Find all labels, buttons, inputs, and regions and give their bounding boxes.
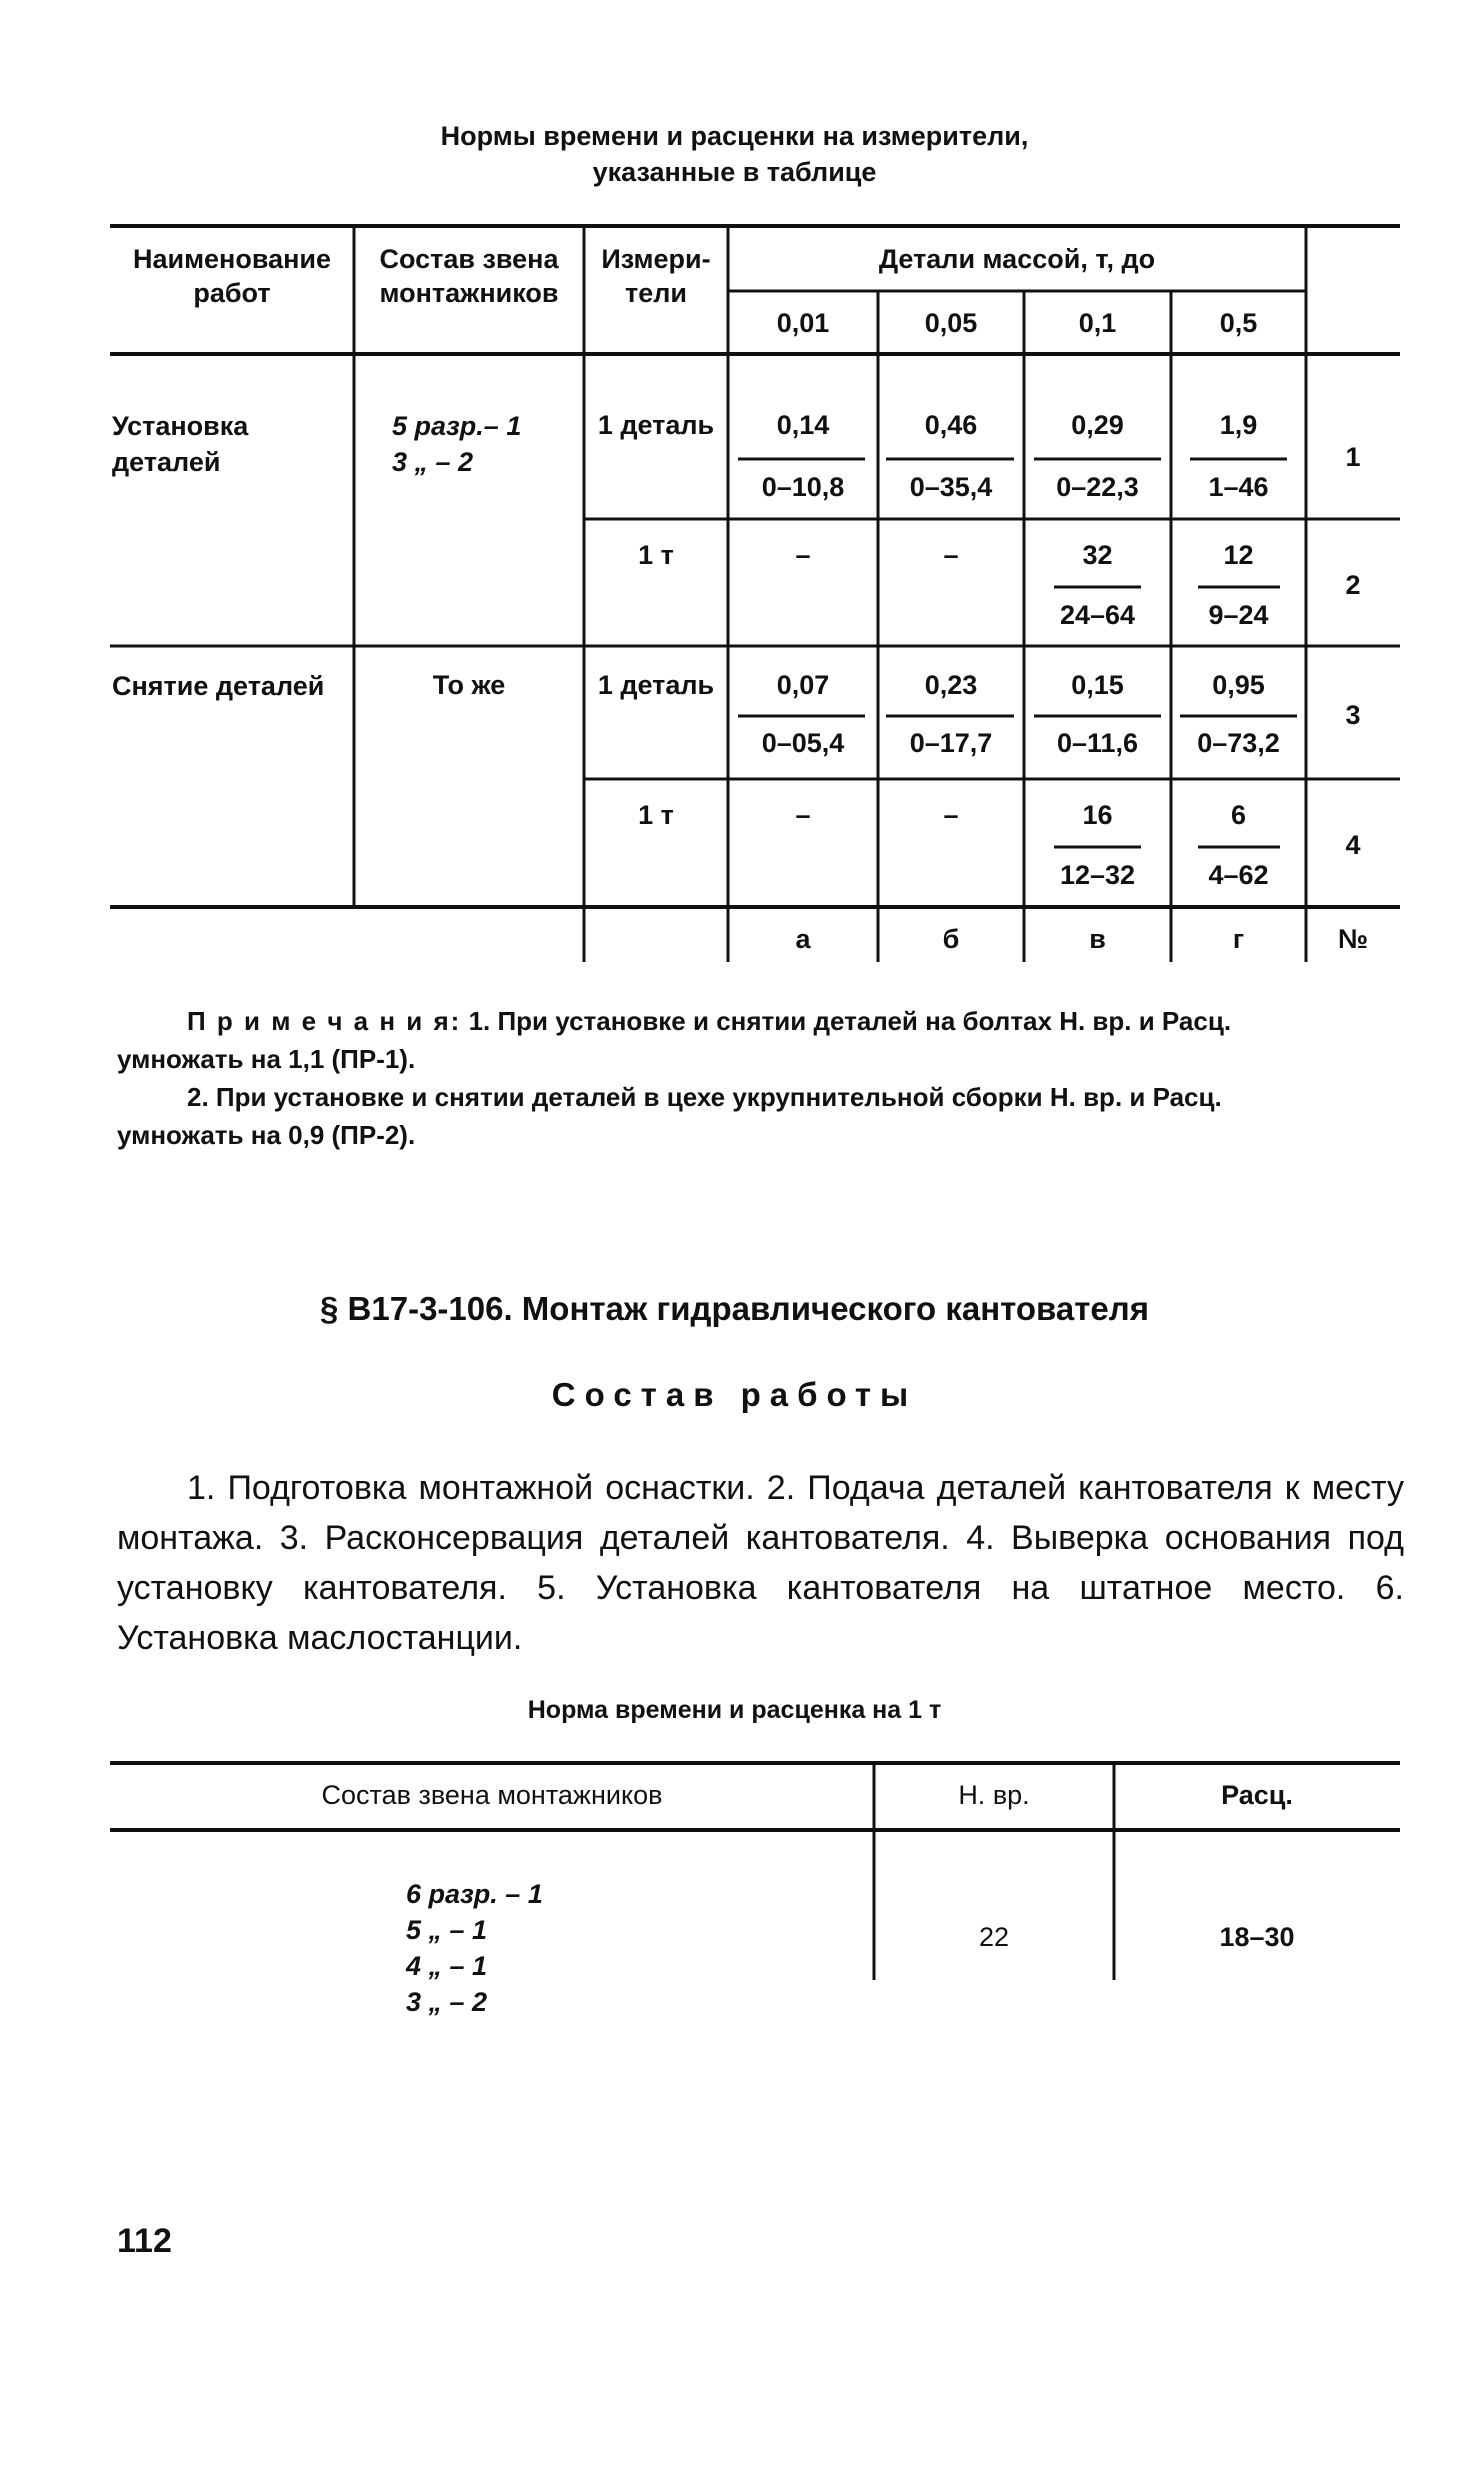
work-composition-paragraph: 1. Подготовка монтажной оснастки. 2. Подача деталей кантователя к месту монтажа. 3. Расконсервация деталей кантователя. 4. Выверка основания под установку кантователя. 5. Установка кантователя на штатное место. 6. Установка маслостанции. <box>117 1469 1404 1657</box>
row4-c2-top: – <box>943 800 959 830</box>
group1-crew-line1: 5 разр.– 1 <box>392 411 522 441</box>
rasc-value: 18–30 <box>1219 1922 1295 1952</box>
header-mass-1: 0,01 <box>776 308 830 338</box>
note1-line2: умножать на 1,1 (ПР-1). <box>117 1044 416 1074</box>
row3-c4-top: 0,95 <box>1212 670 1265 700</box>
header-crew: Состав звена монтажников <box>379 244 559 308</box>
crew-lines <box>406 1876 543 2020</box>
header-unit: Измери-тели <box>601 244 711 308</box>
norm-table <box>110 1760 1400 2017</box>
row3-unit: 1 деталь <box>597 670 715 700</box>
row4-c3-bottom: 12–32 <box>1059 860 1136 890</box>
col-letter-b: б <box>942 924 960 954</box>
crew-line-2: 5 „ – 1 <box>406 1915 488 1945</box>
row3-c3-top: 0,15 <box>1071 670 1124 700</box>
row2-number: 2 <box>1345 570 1361 600</box>
header-rasc: Расц. <box>1221 1780 1293 1810</box>
note1-text: 1. При установке и снятии деталей на болтах Н. вр. и Расц. <box>468 1006 1232 1036</box>
row1-c4-top: 1,9 <box>1219 410 1258 440</box>
row3-c4-bottom: 0–73,2 <box>1197 728 1280 758</box>
row4-c3-top: 16 <box>1082 800 1113 830</box>
col-letter-g: г <box>1232 924 1245 954</box>
crew-line-3: 4 „ – 1 <box>406 1951 488 1981</box>
note1-line1 <box>117 1002 1407 1040</box>
row1-c1-bottom: 0–10,8 <box>761 472 845 502</box>
note2-line1: 2. При установке и снятии деталей в цехе укрупнительной сборки Н. вр. и Расц. <box>187 1082 1222 1112</box>
norms-table <box>110 222 1400 962</box>
header-crew-composition: Состав звена монтажников <box>321 1780 663 1810</box>
header-nvr: Н. вр. <box>958 1780 1030 1810</box>
table1-title-line2: указанные в таблице <box>592 157 877 187</box>
note2-line2: умножать на 0,9 (ПР-2). <box>117 1120 416 1150</box>
table1-title <box>0 118 1469 190</box>
group1-work: Установка деталей <box>112 411 249 477</box>
row3-c3-bottom: 0–11,6 <box>1056 728 1139 758</box>
row1-c3-bottom: 0–22,3 <box>1056 472 1139 502</box>
crew-line-1: 6 разр. – 1 <box>406 1879 543 1909</box>
col-letter-v: в <box>1089 924 1106 954</box>
section-subheading: Состав работы <box>551 1376 918 1413</box>
row1-c2-top: 0,46 <box>924 410 978 440</box>
col-number-label: № <box>1337 924 1369 954</box>
row1-c4-bottom: 1–46 <box>1208 472 1269 502</box>
row3-c2-bottom: 0–17,7 <box>909 728 993 758</box>
section-heading: § В17-3-106. Монтаж гидравлического кантователя <box>320 1290 1149 1327</box>
header-mass-2: 0,05 <box>924 308 978 338</box>
notes-label: П р и м е ч а н и я: <box>187 1006 462 1036</box>
row1-c3-top: 0,29 <box>1071 410 1124 440</box>
group1-crew-line2: 3 „ – 2 <box>392 447 474 477</box>
row3-c1-bottom: 0–05,4 <box>761 728 845 758</box>
row4-unit: 1 т <box>638 800 674 830</box>
group2-crew: То же <box>432 670 506 700</box>
row1-number: 1 <box>1345 442 1361 472</box>
row3-number: 3 <box>1345 700 1361 730</box>
header-mass: Детали массой, т, до <box>878 244 1156 274</box>
row3-c2-top: 0,23 <box>924 670 978 700</box>
row2-unit: 1 т <box>638 540 674 570</box>
page-number: 112 <box>117 2222 172 2260</box>
header-mass-3: 0,1 <box>1078 308 1117 338</box>
row2-c3-bottom: 24–64 <box>1059 600 1136 630</box>
row4-c1-top: – <box>795 800 811 830</box>
table2-title: Норма времени и расценка на 1 т <box>527 1696 942 1724</box>
header-mass-4: 0,5 <box>1219 308 1258 338</box>
crew-line-4: 3 „ – 2 <box>406 1987 488 2017</box>
notes <box>117 1002 1407 1154</box>
row1-c2-bottom: 0–35,4 <box>909 472 993 502</box>
row4-number: 4 <box>1345 830 1361 860</box>
col-letter-a: а <box>795 924 811 954</box>
nvr-value: 22 <box>978 1922 1010 1952</box>
header-work: Наименование работ <box>132 244 332 308</box>
row2-c4-top: 12 <box>1223 540 1254 570</box>
row2-c1-top: – <box>795 540 811 570</box>
row4-c4-bottom: 4–62 <box>1208 860 1269 890</box>
row2-c4-bottom: 9–24 <box>1208 600 1269 630</box>
row1-c1-top: 0,14 <box>776 410 830 440</box>
table1-title-line1: Нормы времени и расценки на измерители, <box>440 121 1029 151</box>
row3-c1-top: 0,07 <box>776 670 830 700</box>
row2-c2-top: – <box>943 540 959 570</box>
row2-c3-top: 32 <box>1082 540 1113 570</box>
row4-c4-top: 6 <box>1230 800 1247 830</box>
row1-unit: 1 деталь <box>597 410 715 440</box>
group2-work: Снятие деталей <box>112 671 325 701</box>
